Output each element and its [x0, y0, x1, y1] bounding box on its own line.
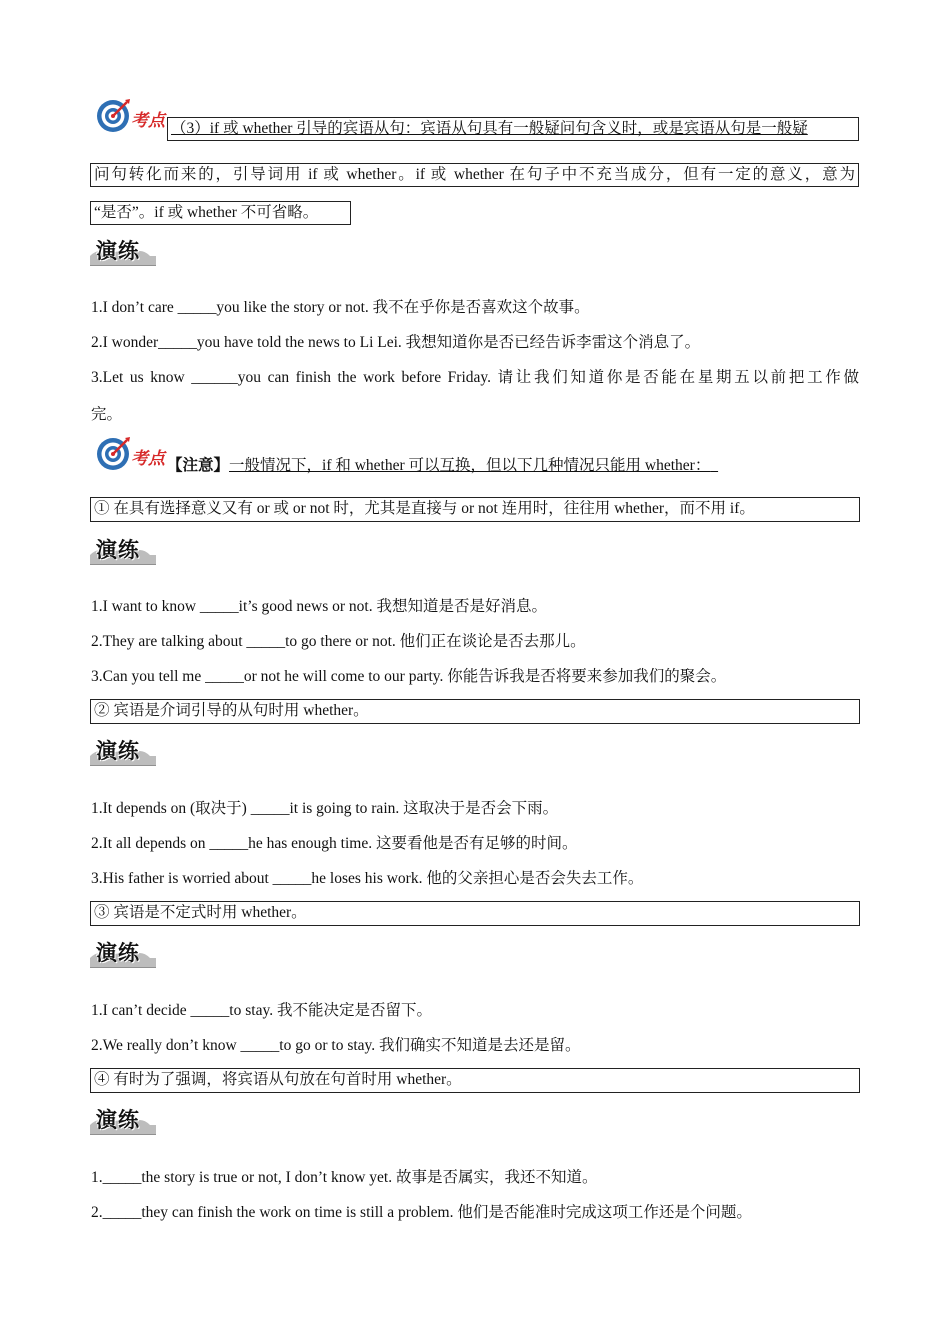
yanlian-badge	[90, 533, 156, 565]
drill2-item: 3.Can you tell me _____or not he will come to our party. 你能告诉我是否将要来参加我们的聚会。	[91, 668, 727, 685]
kaodian-label: 考点	[131, 111, 165, 131]
drill4-item: 1.I can’t decide _____to stay. 我不能决定是否留下。	[91, 1002, 432, 1019]
rule2-box: ② 宾语是介词引导的从句时用 whether。	[90, 699, 860, 724]
note-text: 一般情况下，if 和 whether 可以互换，但以下几种情况只能用 whether：	[229, 457, 711, 474]
note-label: 【注意】	[167, 457, 230, 474]
section3-line2: 问句转化而来的，引导词用 if 或 whether。if 或 whether 在句子中不充当成分，但有一定的意义，意为	[90, 163, 859, 187]
yanlian-label: 演练	[96, 239, 140, 263]
section3-line1: （3）if 或 whether 引导的宾语从句：宾语从句具有一般疑问句含义时，或是宾语从句是一般疑	[167, 117, 859, 141]
yanlian-label: 演练	[96, 538, 140, 562]
drill3-item: 2.It all depends on _____he has enough time. 这要看他是否有足够的时间。	[91, 835, 578, 852]
section3-line3: “是否”。if 或 whether 不可省略。	[90, 201, 351, 225]
drill4-item: 2.We really don’t know _____to go or to stay. 我们确实不知道是去还是留。	[91, 1037, 581, 1054]
yanlian-badge	[90, 734, 156, 766]
rule4-box: ④ 有时为了强调，将宾语从句放在句首时用 whether。	[90, 1068, 860, 1093]
kaodian-label: 考点	[131, 449, 165, 469]
kaodian-badge	[96, 436, 168, 474]
yanlian-label: 演练	[96, 941, 140, 965]
yanlian-badge	[90, 936, 156, 968]
drill2-item: 1.I want to know _____it’s good news or not. 我想知道是否是好消息。	[91, 598, 547, 615]
kaodian-badge	[96, 98, 168, 136]
drill1-item: 1.I don’t care _____you like the story or not. 我不在乎你是否喜欢这个故事。	[91, 299, 590, 316]
drill1-item: 2.I wonder_____you have told the news to Li Lei. 我想知道你是否已经告诉李雷这个消息了。	[91, 334, 701, 351]
drill3-item: 1.It depends on (取决于) _____it is going to rain. 这取决于是否会下雨。	[91, 800, 559, 817]
note-line	[167, 456, 718, 476]
yanlian-badge	[90, 234, 156, 266]
yanlian-badge	[90, 1103, 156, 1135]
rule1-box: ① 在具有选择意义又有 or 或 or not 时，尤其是直接与 or not 连用时，往往用 whether，而不用 if。	[90, 497, 860, 522]
drill3-item: 3.His father is worried about _____he loses his work. 他的父亲担心是否会失去工作。	[91, 870, 644, 887]
drill1-item: 3.Let us know ______you can finish the work before Friday. 请让我们知道你是否能在星期五以前把工作做	[91, 369, 859, 386]
drill2-item: 2.They are talking about _____to go there or not. 他们正在谈论是否去那儿。	[91, 633, 586, 650]
drill5-item: 1._____the story is true or not, I don’t know yet. 故事是否属实，我还不知道。	[91, 1169, 598, 1186]
yanlian-label: 演练	[96, 1108, 140, 1132]
drill1-item-continued: 完。	[91, 406, 123, 423]
drill5-item: 2._____they can finish the work on time is still a problem. 他们是否能准时完成这项工作还是个问题。	[91, 1204, 752, 1221]
yanlian-label: 演练	[96, 739, 140, 763]
rule3-box: ③ 宾语是不定式时用 whether。	[90, 901, 860, 926]
